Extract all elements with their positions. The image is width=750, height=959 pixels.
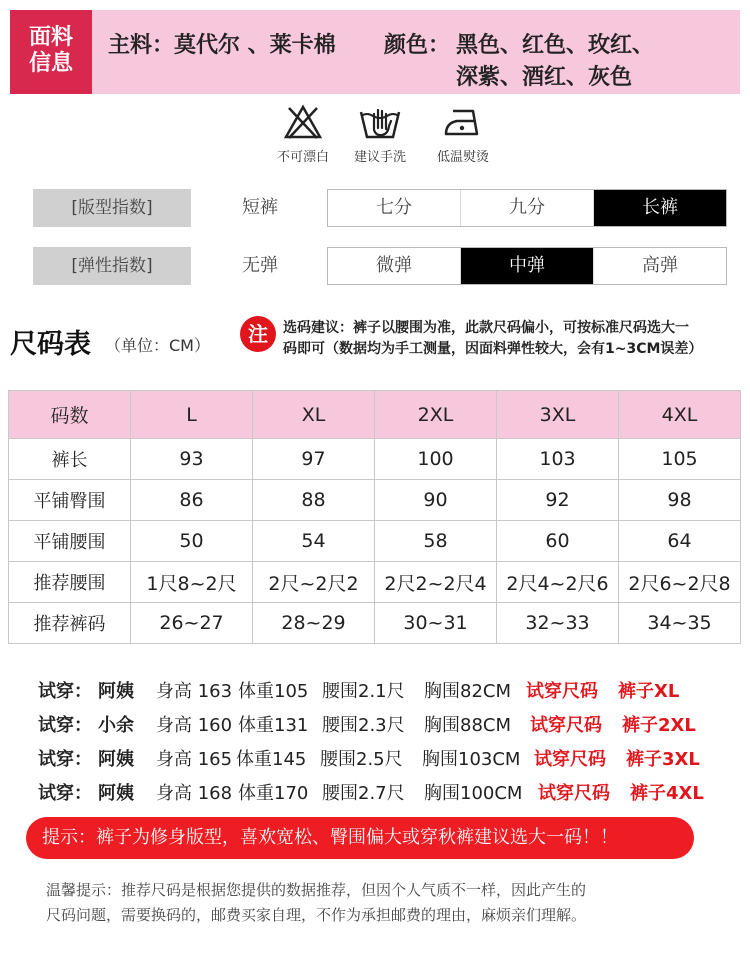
table-row — [9, 603, 741, 644]
row-label: 推荐腰围 — [9, 562, 131, 603]
size-advice-note — [283, 318, 733, 360]
try-on-chest: 胸围100CM — [424, 783, 523, 804]
try-on-size-label: 试穿尺码 — [530, 715, 602, 736]
try-on-waist: 腰围2.7尺 — [322, 783, 405, 804]
try-on-name: 阿姨 — [98, 783, 134, 804]
row-label: 平铺腰围 — [9, 521, 131, 562]
try-on-prefix: 试穿： — [38, 749, 92, 770]
table-cell: 88 — [253, 480, 375, 521]
fit-index-label: [版型指数] — [33, 189, 191, 227]
try-on-height: 身高 165 — [156, 749, 233, 770]
care-label: 建议手洗 — [353, 150, 406, 165]
warm-reminder-line1: 温馨提示：推荐尺码是根据您提供的数据推荐，但因个人气质不一样，因此产生的 — [46, 881, 587, 899]
try-on-size: 裤子2XL — [622, 715, 696, 736]
table-cell: 97 — [253, 439, 375, 480]
care-label: 不可漂白 — [276, 150, 329, 165]
table-cell: 90 — [375, 480, 497, 521]
try-on-prefix: 试穿： — [38, 715, 92, 736]
table-cell: 60 — [497, 521, 619, 562]
table-cell: 100 — [375, 439, 497, 480]
table-row — [9, 480, 741, 521]
stretch-index-label: [弹性指数] — [33, 247, 191, 285]
try-on-weight: 体重170 — [238, 783, 309, 804]
stretch-index-scale — [327, 247, 727, 285]
stretch-index-none: 无弹 — [242, 255, 278, 276]
try-on-size: 裤子XL — [618, 681, 680, 702]
warm-reminder-line2: 尺码问题，需要换码的，邮费买家自理，不作为承担邮费的理由，麻烦亲们理解。 — [46, 906, 587, 924]
try-on-size: 裤子4XL — [630, 783, 704, 804]
fabric-main-material: 主料：莫代尔 、莱卡棉 — [108, 33, 336, 58]
fabric-info-banner — [10, 10, 740, 94]
try-on-waist: 腰围2.3尺 — [322, 715, 405, 736]
try-on-prefix: 试穿： — [38, 681, 92, 702]
no-bleach-icon — [283, 104, 323, 140]
table-cell: 64 — [619, 521, 741, 562]
try-on-weight: 体重131 — [238, 715, 309, 736]
try-on-height: 身高 168 — [156, 783, 233, 804]
fabric-tag-line2: 信息 — [28, 51, 73, 76]
table-cell: 1尺8~2尺 — [131, 562, 253, 603]
table-header-row — [9, 391, 741, 439]
try-on-height: 身高 163 — [156, 681, 233, 702]
table-cell: 30~31 — [375, 603, 497, 644]
size-table — [8, 390, 741, 644]
fabric-info-tag — [10, 10, 92, 94]
table-cell: 2尺6~2尺8 — [619, 562, 741, 603]
try-on-weight: 体重105 — [238, 681, 309, 702]
table-cell: 26~27 — [131, 603, 253, 644]
size-chart-title: 尺码表 — [10, 329, 91, 360]
try-on-chest: 胸围82CM — [424, 681, 512, 702]
fabric-color-label: 颜色： — [384, 33, 451, 58]
table-cell: 105 — [619, 439, 741, 480]
table-cell: 54 — [253, 521, 375, 562]
fabric-colors-line1: 黑色、红色、玫红、 — [456, 33, 655, 58]
table-header-cell: 3XL — [497, 391, 619, 439]
table-cell: 98 — [619, 480, 741, 521]
row-label: 推荐裤码 — [9, 603, 131, 644]
table-cell: 58 — [375, 521, 497, 562]
stretch-index-option: 微弹 — [376, 255, 412, 276]
table-header-cell: 4XL — [619, 391, 741, 439]
row-label: 裤长 — [9, 439, 131, 480]
try-on-height: 身高 160 — [156, 715, 233, 736]
stretch-index-option-active: 中弹 — [460, 248, 593, 284]
table-header-cell: 2XL — [375, 391, 497, 439]
care-label: 低温熨烫 — [436, 150, 489, 165]
try-on-size-label: 试穿尺码 — [534, 749, 606, 770]
warm-reminder — [46, 878, 706, 928]
try-on-size-label: 试穿尺码 — [538, 783, 610, 804]
fit-index-short: 短裤 — [242, 197, 278, 218]
table-header-cell: 码数 — [9, 391, 131, 439]
size-chart-unit: （单位：CM） — [105, 336, 210, 355]
try-on-chest: 胸围88CM — [424, 715, 512, 736]
table-cell: 2尺2~2尺4 — [375, 562, 497, 603]
try-on-waist: 腰围2.1尺 — [322, 681, 405, 702]
try-on-name: 阿姨 — [98, 749, 134, 770]
note-badge: 注 — [240, 316, 276, 352]
low-iron-icon — [443, 104, 483, 140]
table-cell: 34~35 — [619, 603, 741, 644]
tip-bar: 提示：裤子为修身版型，喜欢宽松、臀围偏大或穿秋裤建议选大一码！！ — [26, 817, 694, 859]
table-cell: 86 — [131, 480, 253, 521]
try-on-name: 小余 — [98, 715, 134, 736]
table-cell: 92 — [497, 480, 619, 521]
table-row — [9, 439, 741, 480]
table-cell: 103 — [497, 439, 619, 480]
size-advice-line1: 选码建议：裤子以腰围为准，此款尺码偏小，可按标准尺码选大一 — [283, 320, 689, 336]
table-cell: 50 — [131, 521, 253, 562]
fit-index-option: 九分 — [460, 190, 593, 226]
stretch-index-option: 高弹 — [593, 248, 726, 284]
table-cell: 28~29 — [253, 603, 375, 644]
table-cell: 2尺4~2尺6 — [497, 562, 619, 603]
try-on-name: 阿姨 — [98, 681, 134, 702]
hand-wash-icon — [358, 104, 402, 140]
table-header-cell: XL — [253, 391, 375, 439]
table-row — [9, 562, 741, 603]
fabric-colors-line2: 深紫、酒红、灰色 — [456, 65, 633, 90]
table-cell: 93 — [131, 439, 253, 480]
table-header-cell: L — [131, 391, 253, 439]
try-on-waist: 腰围2.5尺 — [320, 749, 403, 770]
table-cell: 2尺~2尺2 — [253, 562, 375, 603]
table-cell: 32~33 — [497, 603, 619, 644]
try-on-size-label: 试穿尺码 — [526, 681, 598, 702]
care-hand-wash — [335, 104, 425, 165]
try-on-chest: 胸围103CM — [422, 749, 521, 770]
try-on-weight: 体重145 — [236, 749, 307, 770]
row-label: 平铺臀围 — [9, 480, 131, 521]
fit-index-option-active: 长裤 — [593, 190, 726, 226]
care-low-iron — [418, 104, 508, 165]
try-on-size: 裤子3XL — [626, 749, 700, 770]
table-row — [9, 521, 741, 562]
size-advice-line2: 码即可（数据均为手工测量，因面料弹性较大，会有1~3CM误差） — [283, 341, 703, 357]
try-on-prefix: 试穿： — [38, 783, 92, 804]
fabric-tag-line1: 面料 — [28, 25, 73, 50]
fit-index-option: 七分 — [376, 197, 412, 218]
fit-index-scale — [327, 189, 727, 227]
